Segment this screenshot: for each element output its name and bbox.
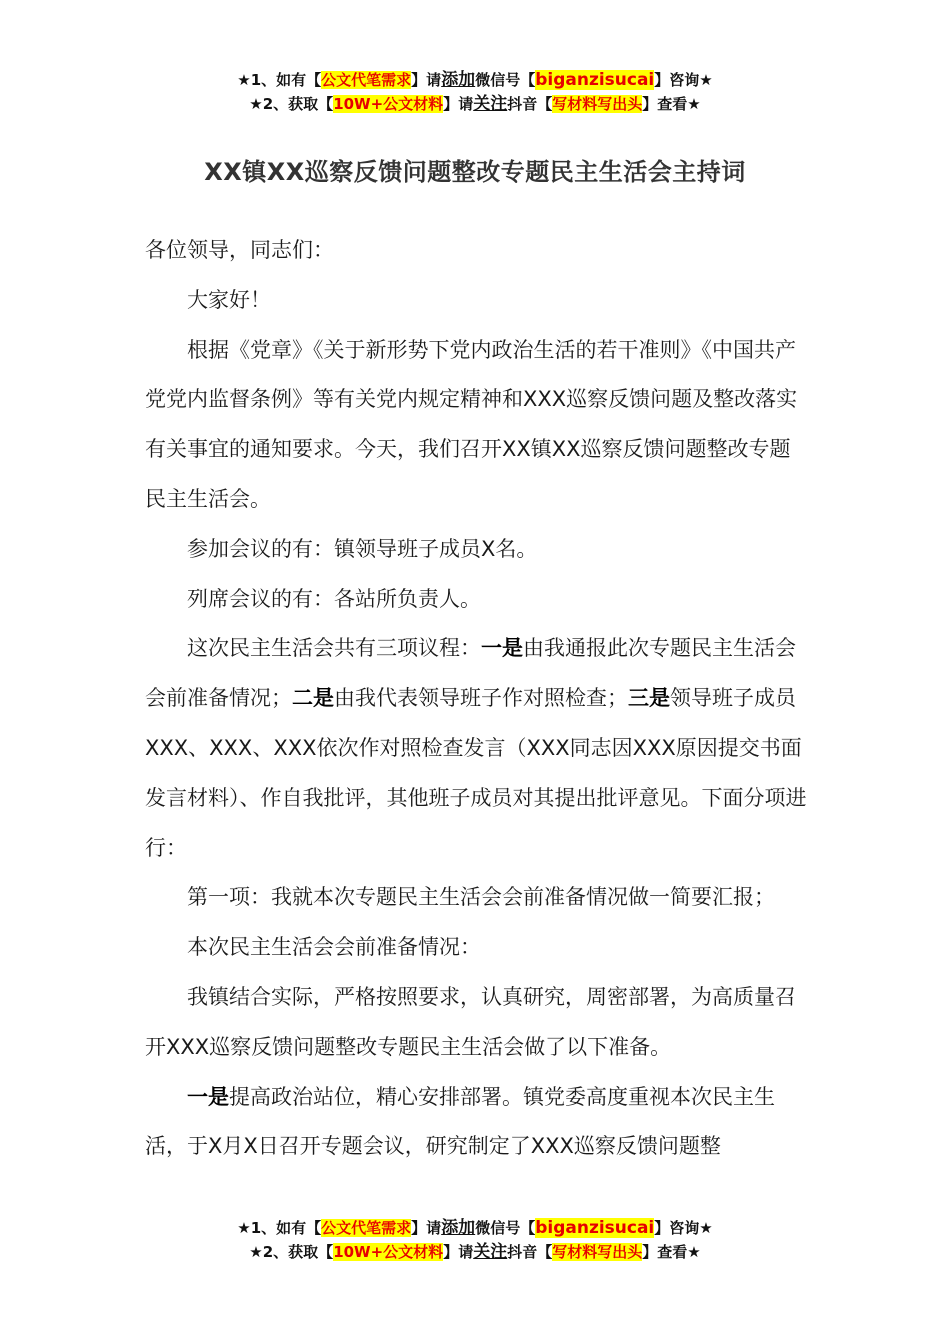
banner-text: 】咨询★ — [654, 1219, 713, 1237]
banner-text: 抖音【 — [507, 1243, 553, 1261]
banner-highlight: 写材料写出头 — [552, 95, 643, 113]
banner-text: ★2、获取【 — [249, 1243, 334, 1261]
banner-line-1 — [0, 68, 950, 92]
banner-highlight: 公文代笔需求 — [321, 1219, 412, 1237]
banner-text: 】请 — [443, 1243, 474, 1261]
banner-wechat-id: biganzisucai — [535, 1218, 655, 1238]
paragraph-attendees: 参加会议的有：镇领导班子成员X名。 — [187, 536, 538, 561]
banner-text: ★1、如有【 — [237, 1219, 322, 1237]
banner-line-1 — [0, 1216, 950, 1240]
point-1-text: 提高政治站位，精心安排部署。镇党委高度重视本次民主生活，于X月X日召开专题会议，研究制定了XXX巡察反馈问题整 — [145, 1084, 775, 1159]
header-banner — [0, 68, 950, 116]
paragraph-item-1: 第一项：我就本次专题民主生活会会前准备情况做一简要汇报； — [187, 885, 775, 910]
banner-text: 抖音【 — [507, 95, 553, 113]
banner-text: 】请 — [411, 1219, 442, 1237]
agenda-text-3: 领导班子成员XXX、XXX、XXX依次作对照检查发言（XXX同志因XXX原因提交书面发言材料）、作自我批评，其他班子成员对其提出批评意见。下面分项进行： — [145, 686, 807, 860]
agenda-lead: 这次民主生活会共有三项议程： — [187, 636, 481, 661]
agenda-bold-1: 一是 — [481, 636, 523, 661]
agenda-text-1: 由我通报此次专题民主生活会会前准备情况； — [145, 636, 796, 711]
banner-text: 】请 — [443, 95, 474, 113]
banner-text: 】请 — [411, 71, 442, 89]
banner-underlined: 关注 — [473, 94, 508, 114]
banner-text: ★2、获取【 — [249, 95, 334, 113]
agenda-bold-2: 二是 — [292, 686, 334, 711]
banner-text: 】查看★ — [642, 1243, 701, 1261]
paragraph-town: 我镇结合实际，严格按照要求，认真研究，周密部署，为高质量召开XXX巡察反馈问题整改专题民主生活会做了以下准备。 — [145, 984, 796, 1059]
point-1-bold: 一是 — [187, 1084, 229, 1109]
document-body — [145, 226, 810, 1172]
paragraph-prep: 本次民主生活会会前准备情况： — [187, 935, 481, 960]
banner-underlined: 添加 — [441, 1218, 476, 1238]
banner-wechat-id: biganzisucai — [535, 70, 655, 90]
paragraph-agenda — [145, 624, 810, 873]
banner-underlined: 关注 — [473, 1242, 508, 1262]
banner-line-2 — [0, 1240, 950, 1264]
paragraph-observers: 列席会议的有：各站所负责人。 — [187, 586, 481, 611]
footer-banner — [0, 1216, 950, 1264]
banner-highlight: 公文代笔需求 — [321, 71, 412, 89]
agenda-bold-3: 三是 — [628, 686, 670, 711]
greeting: 各位领导，同志们： — [145, 238, 334, 262]
paragraph-intro: 根据《党章》《关于新形势下党内政治生活的若干准则》《中国共产党党内监督条例》等有关党内规定精神和XXX巡察反馈问题及整改落实有关事宜的通知要求。今天，我们召开XX镇XX巡察反馈问题整改专题民主生活会。 — [145, 337, 798, 511]
banner-text: 微信号【 — [475, 71, 536, 89]
document-title: XX镇XX巡察反馈问题整改专题民主生活会主持词 — [204, 158, 746, 186]
banner-text: 】查看★ — [642, 95, 701, 113]
banner-highlight: 10W+公文材料 — [333, 95, 444, 113]
banner-underlined: 添加 — [441, 70, 476, 90]
paragraph-point-1 — [145, 1073, 810, 1173]
banner-highlight: 写材料写出头 — [552, 1243, 643, 1261]
banner-text: 微信号【 — [475, 1219, 536, 1237]
banner-text: ★1、如有【 — [237, 71, 322, 89]
banner-highlight: 10W+公文材料 — [333, 1243, 444, 1261]
banner-text: 】咨询★ — [654, 71, 713, 89]
banner-line-2 — [0, 92, 950, 116]
paragraph-hello: 大家好！ — [187, 287, 271, 312]
agenda-text-2: 由我代表领导班子作对照检查； — [334, 686, 628, 711]
